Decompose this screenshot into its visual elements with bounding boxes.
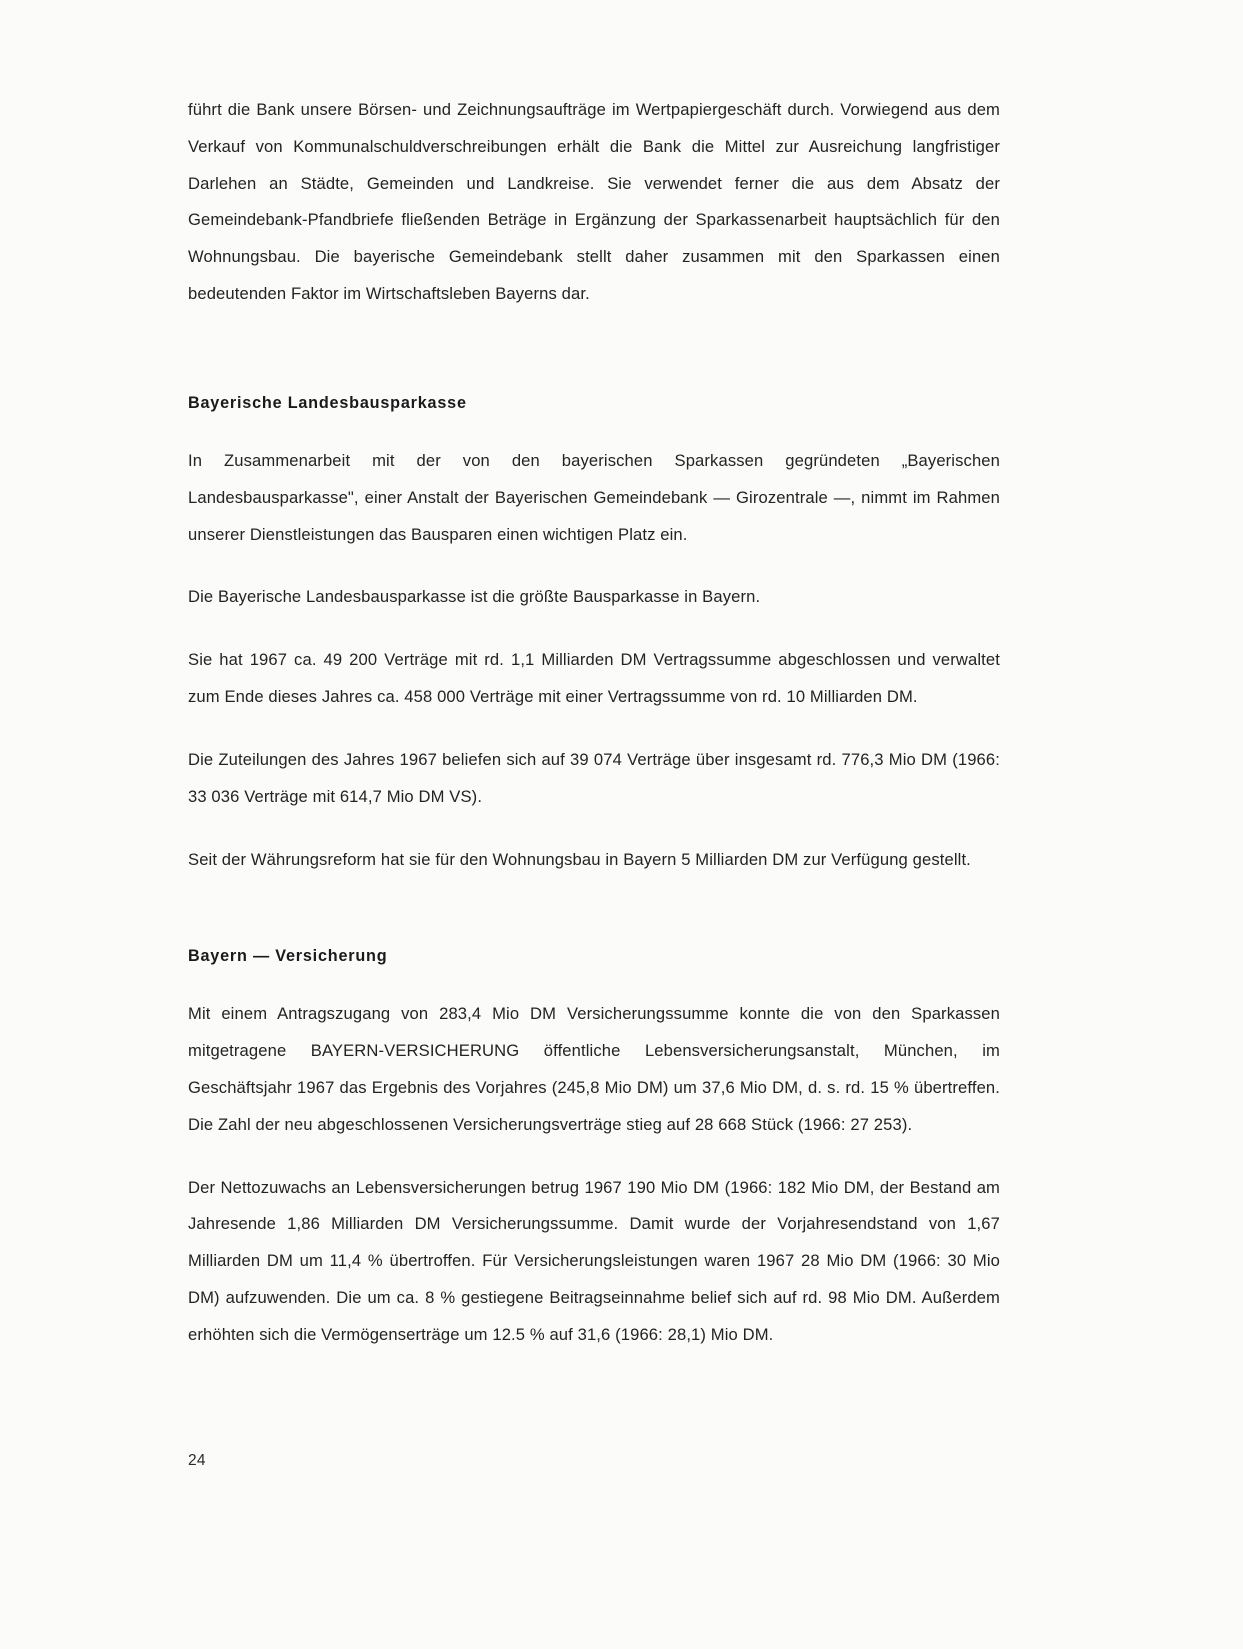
paragraph-intro: führt die Bank unsere Börsen- und Zeichnungsaufträge im Wertpapiergeschäft durch. Vorwiegend aus dem Verkauf von Kommunalschuldverschreibungen erhält die Bank die Mittel zur Ausreichung langfristiger Darlehen an Städte, Gemeinden und Landkreise. Sie verwendet ferner die aus dem Absatz der Gemeindebank-Pfandbriefe fließenden Beträge in Ergänzung der Sparkassenarbeit hauptsächlich für den Wohnungsbau. Die bayerische Gemeindebank stellt daher zusammen mit den Sparkassen einen bedeutenden Faktor im Wirtschaftsleben Bayerns dar. xyxy=(188,100,1000,304)
section-heading-bayern-versicherung: Bayern — Versicherung xyxy=(188,947,388,966)
paragraph-bv-2: Der Nettozuwachs an Lebensversicherungen betrug 1967 190 Mio DM (1966: 182 Mio DM, der Bestand am Jahresende 1,86 Milliarden DM Versicherungssumme. Damit wurde der Vorjahresendstand von 1,67 Milliarden DM um 11,4 % übertroffen. Für Versicherungsleistungen waren 1967 28 Mio DM (1966: 30 Mio DM) aufzuwenden. Die um ca. 8 % gestiegene Beitragseinnahme belief sich auf rd. 98 Mio DM. Außerdem erhöhten sich die Vermögenserträge um 12.5 % auf 31,6 (1966: 28,1) Mio DM. xyxy=(188,1177,1000,1344)
section-heading-landesbausparkasse: Bayerische Landesbausparkasse xyxy=(188,393,467,412)
paragraph-lbs-3: Sie hat 1967 ca. 49 200 Verträge mit rd. 1,1 Milliarden DM Vertragssumme abgeschlossen und verwaltet zum Ende dieses Jahres ca. 458 000 Verträge mit einer Vertragssumme von rd. 10 Milliarden DM. xyxy=(188,650,1000,707)
section-spacer-2 xyxy=(188,904,1000,944)
section-spacer xyxy=(188,339,1000,391)
paragraph-lbs-5: Seit der Währungsreform hat sie für den Wohnungsbau in Bayern 5 Milliarden DM zur Verfügung gestellt. xyxy=(188,849,971,869)
page-number: 24 xyxy=(188,1452,206,1469)
paragraph-lbs-2: Die Bayerische Landesbausparkasse ist die größte Bausparkasse in Bayern. xyxy=(188,587,761,607)
paragraph-lbs-4: Die Zuteilungen des Jahres 1967 beliefen sich auf 39 074 Verträge über insgesamt rd. 776,3 Mio DM (1966: 33 036 Verträge mit 614,7 Mio DM VS). xyxy=(188,749,1000,806)
paragraph-lbs-1: In Zusammenarbeit mit der von den bayerischen Sparkassen gegründeten „Bayerischen Landesbausparkasse", einer Anstalt der Bayerischen Gemeindebank — Girozentrale —, nimmt im Rahmen unserer Dienstleistungen das Bausparen einen wichtigen Platz ein. xyxy=(188,450,1000,544)
page-content xyxy=(188,92,1000,1380)
paragraph-bv-1: Mit einem Antragszugang von 283,4 Mio DM Versicherungssumme konnte die von den Sparkassen mitgetragene BAYERN-VERSICHERUNG öffentliche Lebensversicherungsanstalt, München, im Geschäftsjahr 1967 das Ergebnis des Vorjahres (245,8 Mio DM) um 37,6 Mio DM, d. s. rd. 15 % übertreffen. Die Zahl der neu abgeschlossenen Versicherungsverträge stieg auf 28 668 Stück (1966: 27 253). xyxy=(188,1004,1000,1134)
